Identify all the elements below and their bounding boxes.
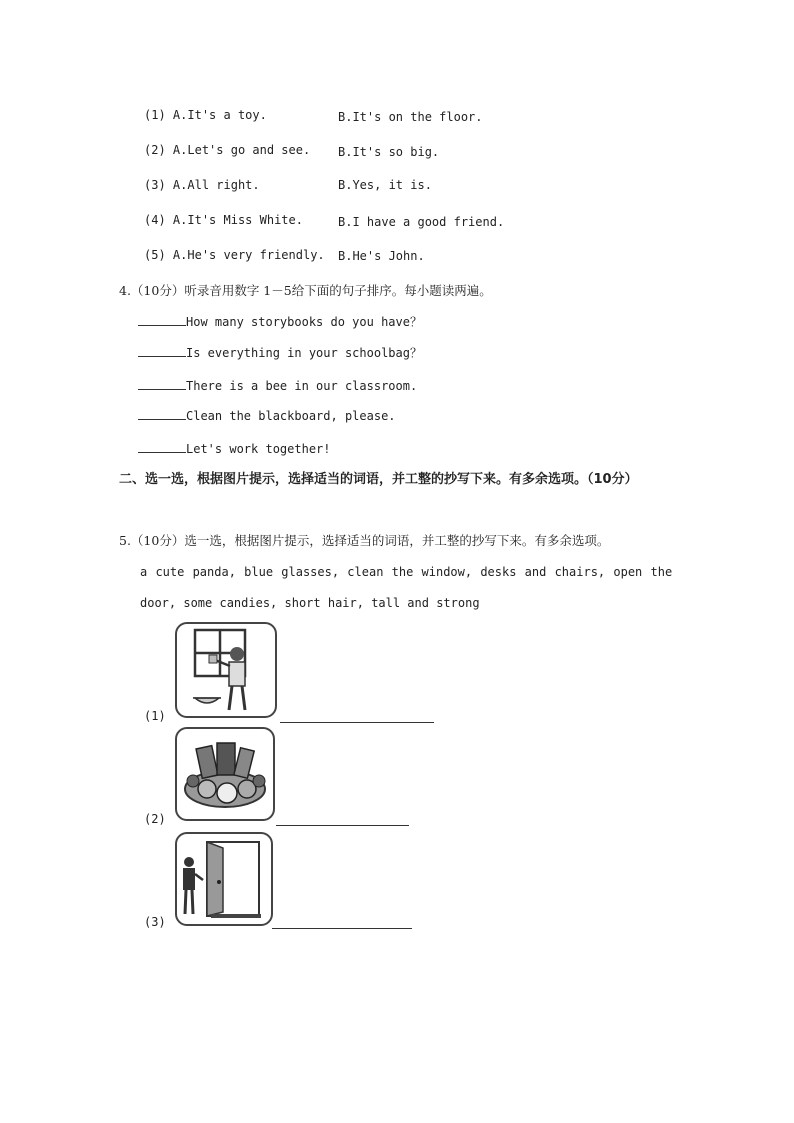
option-a: A.Let's go and see. [172, 143, 311, 157]
answer-line[interactable] [272, 928, 412, 929]
q4-item [138, 407, 396, 423]
q4-item-text: Clean the blackboard, please. [186, 409, 396, 423]
section-heading: 二、选一选，根据图片提示，选择适当的词语，并工整的抄写下来。有多余选项。（10分） [119, 472, 638, 487]
answer-blank[interactable] [138, 377, 186, 390]
q3-option-3 [144, 178, 260, 192]
option-a: A.He's very friendly. [172, 248, 325, 262]
option-number: (5) [144, 248, 166, 262]
q4-item [138, 377, 417, 393]
clean-window-picture [175, 622, 277, 718]
q4-item-text: How many storybooks do you have？ [186, 315, 422, 329]
q3-option-4 [144, 213, 303, 227]
option-number: (2) [144, 143, 166, 157]
option-b: B.He's John. [338, 249, 425, 263]
q5-item-number: (3) [144, 915, 166, 929]
q4-item [138, 313, 422, 330]
q3-option-5 [144, 248, 325, 262]
q4-item-text: Let's work together! [186, 442, 331, 456]
q3-option-1 [144, 108, 267, 122]
q4-item-text: There is a bee in our classroom. [186, 379, 418, 393]
q5-item-number: (2) [144, 812, 166, 826]
option-b: B.I have a good friend. [338, 215, 505, 229]
q4-item [138, 440, 331, 456]
answer-blank[interactable] [138, 407, 186, 420]
q4-title: 4.（10分）听录音用数字 1－5给下面的句子排序。每小题读两遍。 [119, 283, 492, 298]
candies-icon [177, 729, 273, 819]
option-b: B.Yes, it is. [338, 178, 432, 192]
q4-item [138, 344, 422, 361]
option-b: B.It's so big. [338, 145, 440, 159]
candies-picture [175, 727, 275, 821]
q5-options-line-1: a cute panda, blue glasses, clean the window, desks and chairs, open the [140, 565, 673, 579]
answer-line[interactable] [276, 825, 409, 826]
open-door-icon [177, 834, 271, 924]
answer-blank[interactable] [138, 440, 186, 453]
answer-blank[interactable] [138, 344, 186, 357]
option-number: (3) [144, 178, 166, 192]
clean-window-icon [177, 624, 275, 716]
option-a: A.It's Miss White. [172, 213, 303, 227]
open-door-picture [175, 832, 273, 926]
option-number: (1) [144, 108, 166, 122]
answer-blank[interactable] [138, 313, 186, 326]
option-a: A.All right. [172, 178, 260, 192]
answer-line[interactable] [280, 722, 434, 723]
q5-options-line-2: door, some candies, short hair, tall and strong [140, 596, 480, 610]
q5-title: 5.（10分）选一选，根据图片提示，选择适当的词语，并工整的抄写下来。有多余选项。 [119, 533, 610, 548]
q5-item-number: (1) [144, 709, 166, 723]
q4-item-text: Is everything in your schoolbag？ [186, 346, 422, 360]
option-a: A.It's a toy. [172, 108, 267, 122]
q3-option-2 [144, 143, 310, 157]
option-b: B.It's on the floor. [338, 110, 483, 124]
option-number: (4) [144, 213, 166, 227]
